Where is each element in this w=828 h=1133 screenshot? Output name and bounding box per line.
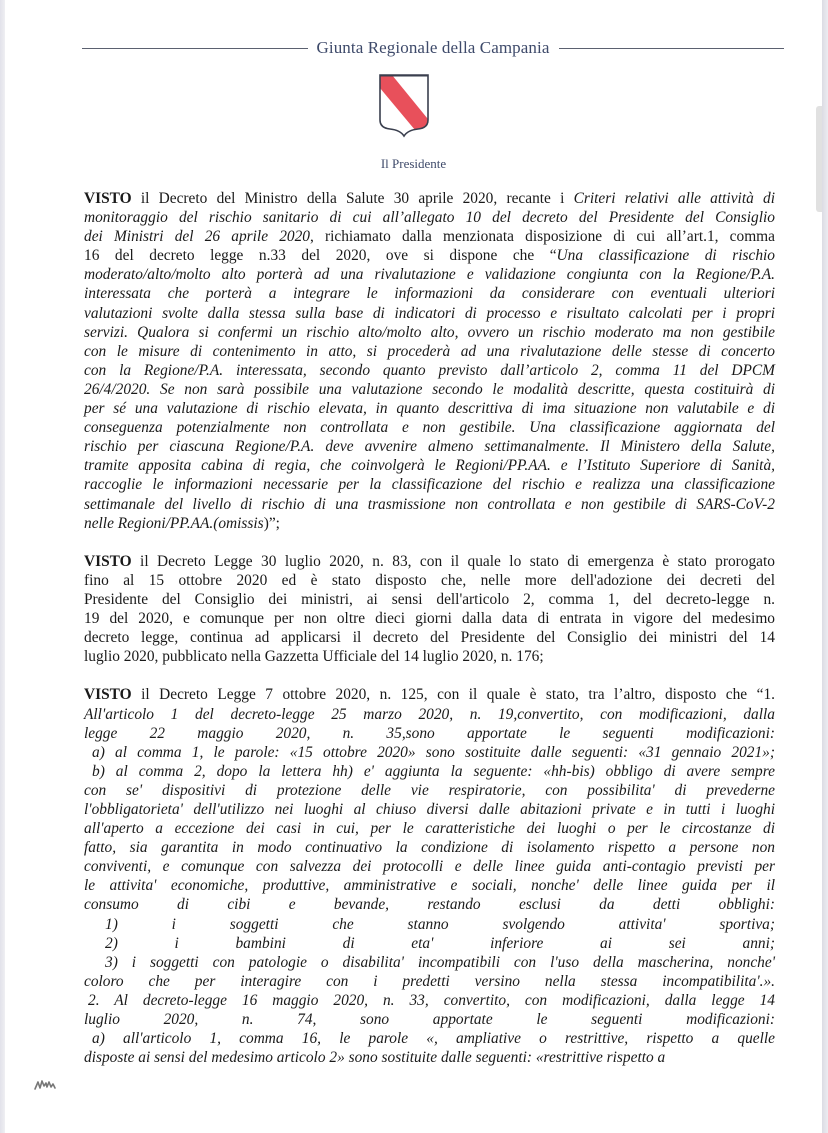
text-segment: con la Regione/P.A. interessata, secondo quanto previsto dall’articolo 2, comma 11 del DPCM [84, 361, 775, 379]
text-line [84, 227, 775, 246]
regional-coat-of-arms-icon [376, 72, 432, 140]
text-segment: monitoraggio del rischio sanitario di cui all’allegato 10 del decreto del Presidente del Consiglio [84, 209, 775, 227]
text-segment: luglio 2020, n. 74, sono apportate le seguenti modificazioni: [84, 1011, 775, 1029]
header-title: Giunta Regionale della Campania [316, 38, 550, 57]
text-segment: interessata che porterà a integrare le informazioni da considerare con eventuali ulteriori [84, 285, 775, 303]
text-segment: coloro che per interagire con i predetti versino nella stessa incompatibilita'.». [84, 972, 775, 990]
text-segment: Criteri relativi alle attività di [573, 190, 775, 207]
text-segment: settimanale del livello di rischio di una trasmissione non controllata e non gestibile di SARS-CoV-2 [84, 495, 775, 513]
text-segment: 2. Al decreto-legge 16 maggio 2020, n. 33, convertito, con modificazioni, dalla legge 14 [88, 991, 775, 1009]
text-line [84, 590, 775, 609]
paragraph-3 [84, 685, 775, 1067]
text-line [84, 304, 775, 323]
text-segment: fino al 15 ottobre 2020 ed è stato disposto che, nelle more dell'adozione dei decreti del [84, 571, 775, 589]
text-segment: 16 del decreto legge n.33 del 2020, ove si dispone che “ [84, 247, 557, 265]
text-line [84, 514, 775, 533]
text-line [84, 895, 775, 914]
text-line [84, 418, 775, 437]
text-segment: , richiamato dalla menzionata disposizione di cui all’art.1, comma [309, 228, 775, 246]
text-line [84, 1029, 775, 1048]
text-segment: con se' dispositivi di protezione delle vie respiratorie, con possibilita' di prevederne [84, 781, 775, 799]
text-line [84, 915, 775, 934]
signature-mark-icon [33, 1076, 57, 1092]
text-line [84, 456, 775, 475]
text-line [84, 189, 775, 208]
text-line [84, 705, 775, 724]
text-line [84, 781, 775, 800]
text-line [84, 876, 775, 895]
text-segment: a) all'articolo 1, comma 16, le parole «, ampliative o restrittive, rispetto a quelle [92, 1030, 775, 1048]
text-segment: le attivita' economiche, produttive, amministrative e sociali, nonche' delle linee guida per il [84, 877, 775, 895]
text-line [84, 208, 775, 227]
text-segment: luglio 2020, pubblicato nella Gazzetta Ufficiale del 14 luglio 2020, n. 176; [84, 648, 544, 666]
text-segment: Una classificazione di rischio [556, 247, 775, 265]
text-segment: 26/4/2020. Se non sarà possibile una valutazione secondo le modalità descritte, questa costituirà di [84, 380, 775, 398]
text-line [84, 647, 775, 666]
text-line [84, 857, 775, 876]
paragraph-1 [84, 189, 775, 533]
text-line [84, 495, 775, 514]
text-line [84, 838, 775, 857]
page-subtitle: Il Presidente [380, 156, 447, 171]
text-segment: All'articolo 1 del decreto-legge 25 marzo 2020, n. 19,convertito, con modificazioni, dalla [84, 705, 775, 723]
text-line [84, 800, 775, 819]
vertical-scrollbar-thumb[interactable] [816, 106, 822, 212]
text-segment: 3) i soggetti con patologie o disabilita' incompatibili con l'uso della mascherina, nonche' [105, 953, 775, 971]
text-segment: raccoglie le informazioni necessarie per la classificazione del rischio e realizza una classificazione [84, 476, 775, 494]
text-segment: decreto legge, continua ad applicarsi il decreto del Presidente del Consiglio dei ministri del 14 [84, 629, 775, 647]
text-segment: l'obbligatorieta' dell'utilizzo nei luoghi al chiuso diversi dalle abitazioni private e in tutti i luoghi [84, 801, 775, 818]
text-line [84, 762, 775, 781]
visto-keyword: VISTO [84, 190, 132, 207]
text-line [84, 1010, 775, 1029]
text-segment: servizi. Qualora si confermi un rischio alto/molto alto, ovvero un rischio moderato ma non gestibile [84, 323, 775, 341]
text-segment: 2) i bambini di eta' inferiore ai sei anni; [105, 934, 775, 952]
text-line [84, 323, 775, 342]
text-segment: per sé una valutazione di rischio elevata, in quanto descrittiva di ima situazione non valutabile e di [84, 400, 775, 418]
text-line [84, 934, 775, 953]
text-segment: il Decreto del Ministro della Salute 30 aprile 2020, recante i [131, 190, 574, 207]
text-segment: 1) i soggetti che stanno svolgendo attivita' sportiva; [105, 915, 775, 933]
text-line [84, 571, 775, 590]
text-segment: conseguenza potenzialmente non controllata e non gestibile. Una classificazione aggiornata del [84, 419, 775, 437]
text-segment: con le misure di contenimento in atto, si procederà ad una rivalutazione delle stesse di concerto [84, 342, 775, 360]
text-segment: il Decreto Legge 7 ottobre 2020, n. 125, con il quale è stato, tra l’altro, disposto che “1. [131, 686, 775, 704]
text-line [84, 628, 775, 647]
text-line [84, 819, 775, 838]
text-line [84, 991, 775, 1010]
text-line [84, 972, 775, 991]
text-segment: il Decreto Legge 30 luglio 2020, n. 83, con il quale lo stato di emergenza è stato prorogato [131, 552, 775, 570]
text-segment: )”; [263, 514, 280, 532]
text-segment: disposte ai sensi del medesimo articolo 2» sono sostituite dalle seguenti: «restrittive rispetto a [84, 1049, 666, 1067]
header-rule-right [559, 48, 785, 49]
text-line [84, 361, 775, 380]
text-line [84, 265, 775, 284]
text-segment: all'aperto a eccezione dei casi in cui, per le caratteristiche dei luoghi o per le circostanze di [84, 820, 775, 838]
text-line [84, 743, 775, 762]
text-segment: Presidente del Consiglio dei ministri, ai sensi dell'articolo 2, comma 1, del decreto-legge n. [84, 590, 775, 608]
text-segment: dei Ministri del 26 aprile 2020 [84, 228, 310, 246]
text-segment: moderato/alto/molto alto porterà ad una rivalutazione e validazione congiunta con la Regione/P.A. [84, 266, 775, 284]
text-line [84, 399, 775, 418]
text-line [84, 246, 775, 265]
text-segment: tramite apposita cabina di regia, che coinvolgerà le Regioni/PP.AA. e l’Istituto Superiore di Sanità, [84, 457, 775, 475]
viewer-right-edge [822, 0, 828, 1133]
visto-keyword: VISTO [84, 552, 132, 570]
paragraph-2 [84, 552, 775, 667]
document-body [84, 189, 775, 1086]
text-segment: rischio per ciascuna Regione/P.A. deve avvenire almeno settimanalmente. Il Ministero della Salute, [84, 438, 775, 456]
text-segment: b) al comma 2, dopo la lettera hh) e' aggiunta la seguente: «hh-bis) obbligo di avere sempre [92, 762, 775, 780]
text-segment: a) al comma 1, le parole: «15 ottobre 2020» sono sostituite dalle seguenti: «31 gennaio 2021»; [92, 743, 775, 761]
text-line [84, 1048, 775, 1067]
text-line [84, 437, 775, 456]
text-line [84, 284, 775, 303]
text-line [84, 609, 775, 628]
text-line [84, 342, 775, 361]
text-line [84, 475, 775, 494]
text-line [84, 953, 775, 972]
text-line [84, 685, 775, 704]
text-segment: fatto, sia garantita in modo continuativo la condizione di isolamento rispetto a persone non [84, 839, 775, 857]
text-segment: consumo di cibi e bevande, restando esclusi da detti obblighi: [84, 896, 775, 914]
document-page [5, 0, 822, 1133]
header-rule-left [82, 48, 308, 49]
text-segment: conviventi, e comunque con salvezza dei protocolli e delle linee guida anti-contagio previsti per [84, 858, 775, 876]
visto-keyword: VISTO [84, 686, 132, 704]
letterhead [82, 36, 784, 60]
text-line [84, 380, 775, 399]
text-segment: legge 22 maggio 2020, n. 35,sono apportate le seguenti modificazioni: [84, 724, 775, 742]
text-segment: valutazioni svolte dalla stessa sulla base di indicatori di processo e risultato calcolati per i propri [84, 304, 775, 322]
text-segment: nelle Regioni/PP.AA.(omissis [84, 514, 264, 532]
text-line [84, 724, 775, 743]
text-segment: 19 del 2020, e comunque per non oltre dieci giorni dalla data di entrata in vigore del medesimo [84, 610, 775, 628]
text-line [84, 552, 775, 571]
